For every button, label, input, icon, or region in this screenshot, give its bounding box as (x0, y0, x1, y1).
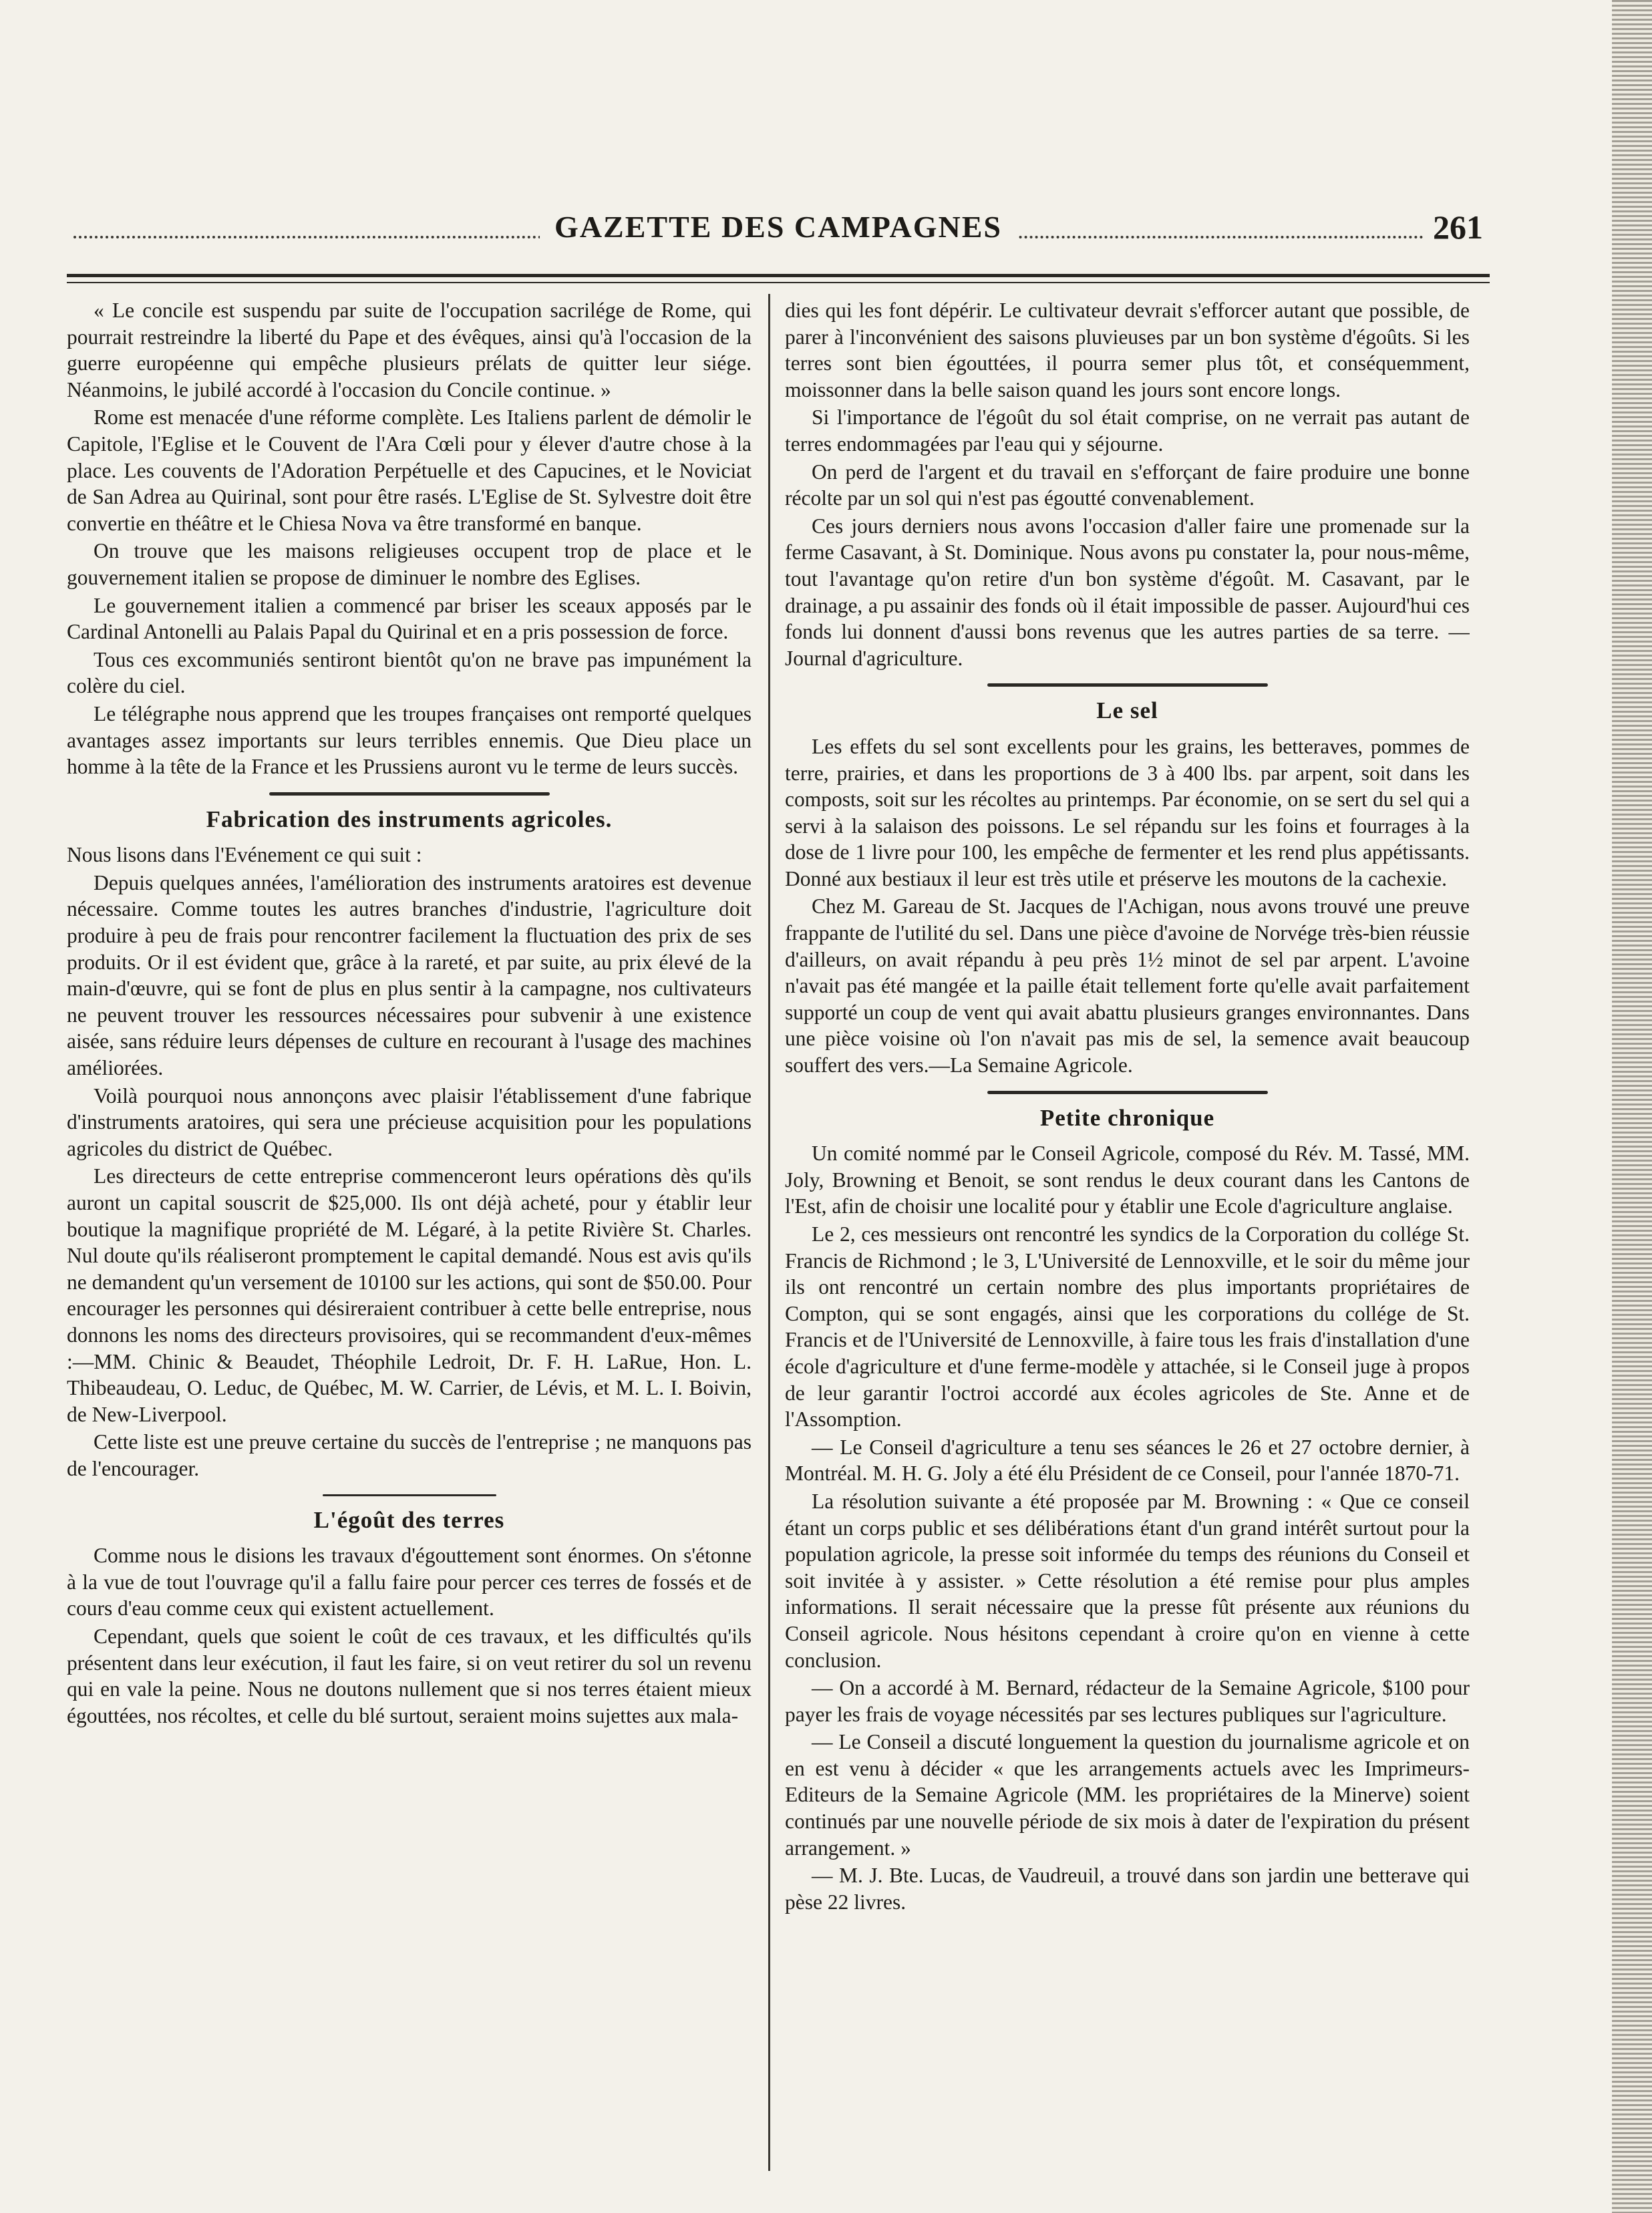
paragraph: Les directeurs de cette entreprise commenceront leurs opérations dès qu'ils auront un capital souscrit de $25,000. Ils ont déjà acheté, pour y établir leur boutique la magnifique propriété de M. Légaré, à la petite Rivière St. Charles. Nul doute qu'ils réaliseront promptement le capital demandé. Nous est avis qu'ils ne demandent qu'un versement de 10100 sur les actions, qui sont de $50.00. Pour encourager les personnes qui désireraient contribuer à cette belle entreprise, nous donnons les noms des directeurs provisoires, qui se recommandent d'eux-mêmes :—MM. Chinic & Beaudet, Théophile Ledroit, Dr. F. H. LaRue, Hon. L. Thibeaudeau, O. Leduc, de Québec, M. W. Carrier, de Lévis, et M. L. I. Boivin, de New-Liverpool. (67, 1164, 752, 1426)
paragraph: La résolution suivante a été proposée par M. Browning : « Que ce conseil étant un corps public et ses délibérations étant d'un grand intérêt surtout pour la population agricole, la presse soit informée du temps des réunions du Conseil et soit invitée à y assister. » Cette résolution a été remise pour plus amples informations. Il serait nécessaire que la presse fût présente aux réunions du Conseil agricole. Nous hésitons cependant à croire qu'on en vienne à cette conclusion. (785, 1489, 1470, 1672)
paragraph: « Le concile est suspendu par suite de l'occupation sacrilége de Rome, qui pourrait restreindre la liberté du Pape et des évêques, ainsi qu'à l'occasion de la guerre européenne qui empêche plusieurs prélats de quitter leur siége. Néanmoins, le jubilé accordé à l'occasion du Concile continue. » (67, 299, 752, 401)
paragraph: — M. J. Bte. Lucas, de Vaudreuil, a trouvé dans son jardin une betterave qui pèse 22 livres. (785, 1864, 1470, 1914)
paragraph: Nous lisons dans l'Evénement ce qui suit : (67, 843, 422, 867)
column-divider (768, 294, 770, 2171)
paragraph: Tous ces excommuniés sentiront bientôt qu'on ne brave pas impunément la colère du ciel. (67, 647, 752, 698)
masthead-title: GAZETTE DES CAMPAGNES (540, 209, 1017, 244)
paragraph: Ces jours derniers nous avons l'occasion d'aller faire une promenade sur la ferme Casavant, à St. Dominique. Nous avons pu constater la, pour nous-même, tout l'avantage qu'on retire d'un bon système d'égoût. M. Casavant, par le drainage, a pu assainir des fonds où il était impossible de passer. Aujourd'hui ces fonds lui donnent d'aussi bons revenus que les autres parties de sa terre. —Journal d'agriculture. (785, 514, 1470, 670)
paragraph: Le 2, ces messieurs ont rencontré les syndics de la Corporation du collége St. Francis de Richmond ; le 3, L'Université de Lennoxville, et le soir du même jour ils ont rencontré un certain nombre des plus importants propriétaires de Compton, qui se sont engagés, ainsi que les corporations du collége de St. Francis et de l'Université de Lennoxville, à faire tous les frais d'installation d'une école d'agriculture et d'une ferme-modèle y attachée, si le Conseil juge à propos de leur garantir l'octroi accordé aux écoles agricoles de Ste. Anne et de l'Assomption. (785, 1222, 1470, 1431)
paragraph: Chez M. Gareau de St. Jacques de l'Achigan, nous avons trouvé une preuve frappante de l'utilité du sel. Dans une pièce d'avoine de Norvége très-bien réussie d'ailleurs, on avait répandu à peu près 1½ minot de sel par arpent. L'avoine n'avait pas été mangée et la paille était tellement forte qu'elle avait parfaitement supporté un coup de vent qui avait abattu plusieurs granges environnantes. Dans une pièce voisine où l'on n'avait pas mis de sel, la semence avait beaucoup souffert des vers.—La Semaine Agricole. (785, 894, 1470, 1077)
paragraph: dies qui les font dépérir. Le cultivateur devrait s'efforcer autant que possible, de parer à l'inconvénient des saisons pluvieuses par un bon système d'égoûts. Si les terres sont bien égouttées, il pourra semer plus tôt, et conséquemment, moissonner dans la belle saison quand les jours sont encore longs. (785, 299, 1470, 401)
paragraph: On trouve que les maisons religieuses occupent trop de place et le gouvernement italien se propose de diminuer le nombre des Eglises. (67, 539, 752, 589)
paragraph: Si l'importance de l'égoût du sol était comprise, on ne verrait pas autant de terres endommagées par l'eau qui y séjourne. (785, 405, 1470, 456)
page-header (73, 204, 1483, 257)
header-rule (67, 274, 1490, 277)
paragraph: On perd de l'argent et du travail en s'efforçant de faire produire une bonne récolte par un sol qui n'est pas égoutté convenablement. (785, 460, 1470, 510)
section-heading: Fabrication des instruments agricoles. (206, 806, 613, 832)
page-number: 261 (1425, 208, 1483, 246)
paragraph: Les effets du sel sont excellents pour les grains, les betteraves, pommes de terre, prairies, et dans les proportions de 3 à 400 lbs. par arpent, soit dans les composts, soit sur les récoltes au printemps. Par économie, on se sert du sel qui a servi à la salaison des poissons. Le sel répandu sur les foins et fourrages à la dose de 1 livre pour 100, les empêche de fermenter et les rend plus appétissants. Donné aux bestiaux il leur est très utile et préserve les moutons de la cachexie. (785, 734, 1470, 890)
section-separator (987, 1091, 1268, 1094)
right-column (785, 297, 1470, 2154)
section-heading: Petite chronique (1039, 1104, 1215, 1131)
paragraph: Le gouvernement italien a commencé par briser les sceaux apposés par le Cardinal Antonelli au Palais Papal du Quirinal et en a pris possession de force. (67, 593, 752, 644)
paragraph: Rome est menacée d'une réforme complète. Les Italiens parlent de démolir le Capitole, l'Eglise et le Couvent de l'Ara Cœli pour y élever d'autre chose à la place. Les couvents de l'Adoration Perpétuelle et des Capucines, et le Noviciat de San Adrea au Quirinal, sont pour être rasés. L'Eglise de St. Sylvestre doit être convertie en théâtre et le Chiesa Nova va être transformé en banque. (67, 405, 752, 535)
page-edge-binding (1612, 0, 1652, 2213)
header-rule-thin (67, 282, 1490, 283)
paragraph: — Le Conseil a discuté longuement la question du journalisme agricole et on en est venu à décider « que les arrangements actuels avec les Imprimeurs-Editeurs de la Semaine Agricole (MM. les propriétaires de la Minerve) soient continués par une nouvelle période de six mois à dater de l'expiration du présent arrangement. » (785, 1730, 1470, 1860)
section-separator (269, 792, 550, 796)
section-separator (987, 683, 1268, 687)
section-heading: Le sel (1096, 697, 1158, 724)
paragraph: — On a accordé à M. Bernard, rédacteur de la Semaine Agricole, $100 pour payer les frais de voyage nécessités par ses lectures publiques sur l'agriculture. (785, 1676, 1470, 1726)
paragraph: Comme nous le disions les travaux d'égouttement sont énormes. On s'étonne à la vue de tout l'ouvrage qu'il a fallu faire pour percer ces terres de fossés et de cours d'eau comme ceux qui existent actuellement. (67, 1544, 752, 1621)
section-heading: L'égoût des terres (313, 1506, 505, 1533)
paragraph: Cette liste est une preuve certaine du succès de l'entreprise ; ne manquons pas de l'encourager. (67, 1430, 752, 1480)
section-separator (323, 1494, 496, 1496)
left-column (67, 297, 752, 2154)
paragraph: Cependant, quels que soient le coût de ces travaux, et les difficultés qu'ils présentent dans leur exécution, il faut les faire, si on veut retirer du sol un revenu qui en vale la peine. Nous ne doutons nullement que si nos terres étaient mieux égouttées, nos récoltes, et celle du blé surtout, seraient moins sujettes aux mala- (67, 1624, 752, 1727)
paragraph: Le télégraphe nous apprend que les troupes françaises ont remporté quelques avantages assez importants sur leurs terribles ennemis. Que Dieu place un homme à la tête de la France et les Prussiens auront vu le terme de leurs succès. (67, 701, 752, 779)
paragraph: Voilà pourquoi nous annonçons avec plaisir l'établissement d'une fabrique d'instruments aratoires, qui sera une précieuse acquisition pour les populations agricoles du district de Québec. (67, 1083, 752, 1160)
paragraph: Depuis quelques années, l'amélioration des instruments aratoires est devenue nécessaire. Comme toutes les autres branches d'industrie, l'agriculture doit produire à peu de frais pour rencontrer facilement la fluctuation des prix de ses produits. Or il est évident que, grâce à la rareté, et par suite, au prix élevé de la main-d'œuvre, qui se font de plus en plus sentir à la campagne, nos cultivateurs ne peuvent trouver les ressources nécessaires pour subvenir à une existence aisée, sans réduire leurs dépenses de culture en recourant à l'usage des machines améliorées. (67, 870, 752, 1080)
paragraph: Un comité nommé par le Conseil Agricole, composé du Rév. M. Tassé, MM. Joly, Browning et Benoit, se sont rendus le deux courant dans les Cantons de l'Est, afin de choisir une localité pour y établir une Ecole d'agriculture anglaise. (785, 1142, 1470, 1218)
paragraph: — Le Conseil d'agriculture a tenu ses séances le 26 et 27 octobre dernier, à Montréal. M. H. G. Joly a été élu Président de ce Conseil, pour l'année 1870-71. (785, 1435, 1470, 1486)
